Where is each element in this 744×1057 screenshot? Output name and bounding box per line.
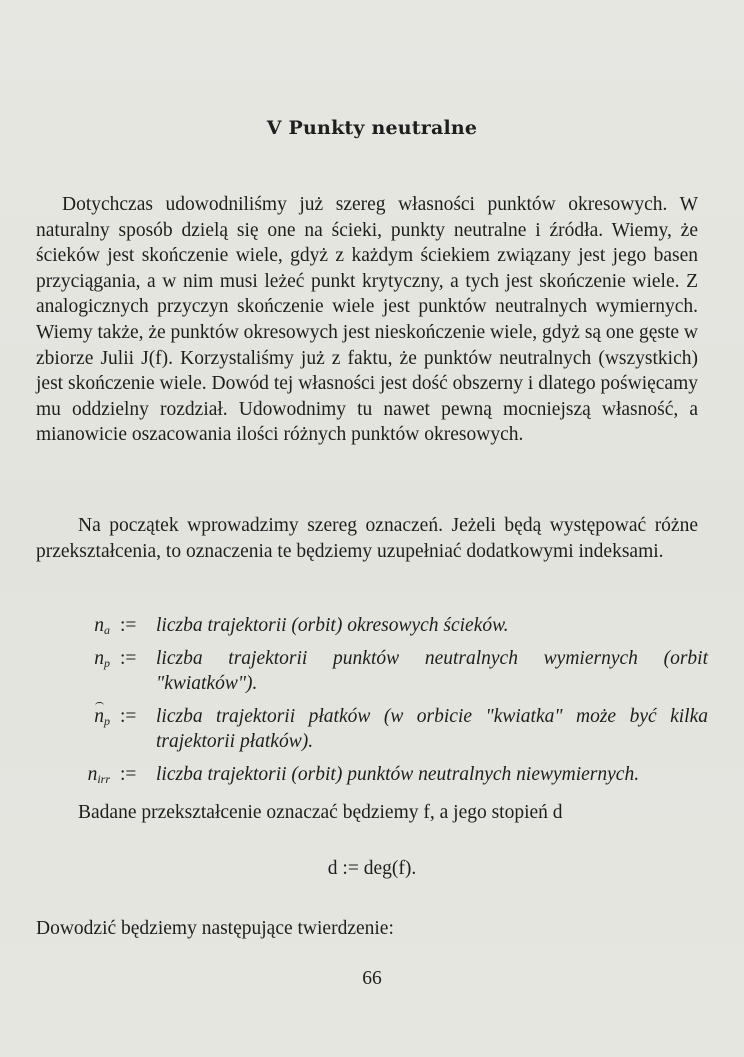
definition-symbol: $n_{irr}$ — [87, 763, 110, 786]
definition-text: liczba trajektorii (orbit) okresowych ścieków. — [156, 615, 509, 636]
definition-text: liczba trajektorii punktów neutralnych wymiernych (orbit "kwiatków"). — [156, 647, 708, 695]
definition-text: liczba trajektorii płatków (w orbicie "kwiatka" może być kilka trajektorii płatków). — [156, 705, 708, 753]
degree-formula: d := deg(f). — [327, 858, 417, 879]
definition-list — [36, 613, 708, 788]
definition-symbol: $n_p$ — [94, 705, 110, 728]
assign-operator: := — [120, 705, 137, 727]
definition-symbol: $n_p$ — [94, 647, 110, 670]
definition-symbol: $n_a$ — [94, 615, 110, 637]
hat-accent: n — [94, 704, 104, 730]
assign-operator: := — [120, 647, 137, 669]
definition-row — [36, 646, 708, 697]
assign-operator: := — [120, 615, 137, 636]
assign-operator: := — [120, 763, 137, 785]
definition-row — [36, 613, 708, 639]
theorem-intro-paragraph: Dowodzić będziemy następujące twierdzenie: — [36, 918, 394, 939]
intro-paragraph: Dotychczas udowodniliśmy już szereg własności punktów okresowych. W naturalny sposób dzielą się one na ścieki, punkty neutralne i źródła. Wiemy, że ścieków jest skończenie wiele, gdyż z każdym ściekiem związany jest jego basen przyciągania, a w nim musi leżeć punkt krytyczny, a tych jest skończenie wiele. Z analogicznych przyczyn skończenie wiele jest punktów neutralnych wymiernych. Wiemy także, że punktów okresowych jest nieskończenie wiele, gdyż są one gęste w zbiorze Julii J(f). Korzystaliśmy już z faktu, że punktów neutralnych (wszystkich) jest skończenie wiele. Dowód tej własności jest dość obszerny i dlatego poświęcamy mu oddzielny rozdział. Udowodnimy tu nawet pewną mocniejszą własność, a mianowicie oszacowania ilości różnych punktów okresowych. — [36, 194, 698, 446]
page-number: 66 — [362, 968, 382, 989]
definition-text: liczba trajektorii (orbit) punktów neutralnych niewymiernych. — [156, 763, 640, 785]
map-intro-paragraph: Badane przekształcenie oznaczać będziemy f, a jego stopień d — [78, 802, 563, 823]
notation-paragraph: Na początek wprowadzimy szereg oznaczeń. Jeżeli będą występować różne przekształcenia, to oznaczenia te będziemy uzupełniać dodatkowymi indeksami. — [36, 515, 698, 562]
definition-row — [36, 704, 708, 755]
definition-row — [36, 762, 708, 788]
section-title: V Punkty neutralne — [266, 117, 478, 139]
